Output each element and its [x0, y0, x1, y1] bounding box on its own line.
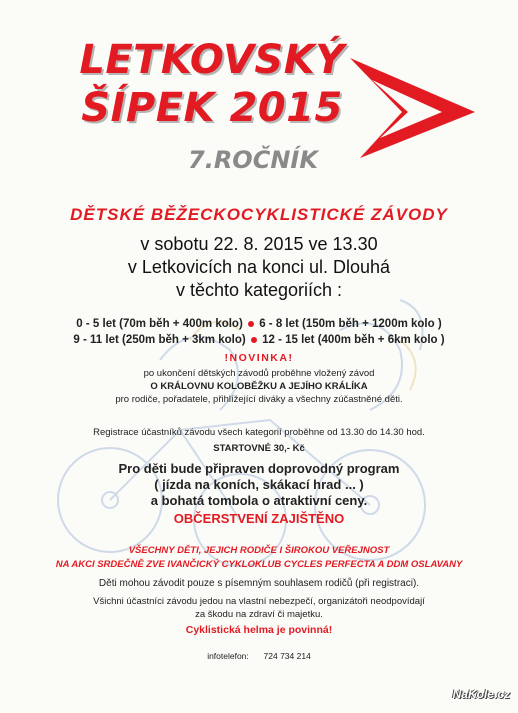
program-line-1: Pro děti bude připraven doprovodný program: [118, 461, 400, 476]
title-line-1: LETKOVSKÝ: [79, 37, 345, 83]
risk-line-2: za škodu na zdraví či majetku.: [195, 609, 323, 620]
event-title: [62, 36, 362, 132]
registration-text: Registrace účastníků závodu všech kategorií proběhne od 13.30 do 14.30 hod.: [93, 427, 425, 438]
category-4: 12 - 15 let (400m běh + 6km kolo ): [262, 334, 445, 346]
info-phone: 724 734 214: [263, 651, 311, 661]
consent-note: Děti mohou závodit pouze s písemným souhlasem rodičů (při registraci).: [98, 578, 420, 589]
helmet-notice: Cyklistická helma je povinná!: [185, 624, 333, 636]
categories-row-1: [0, 318, 518, 330]
program-line-3: a bohatá tombola o atraktivní ceny.: [150, 493, 368, 508]
novinka-label: !NOVINKA!: [224, 352, 294, 364]
category-3: 9 - 11 let (250m běh + 3km kolo): [73, 334, 246, 346]
program-line-2: ( jízda na koních, skákací hrad ... ): [154, 477, 364, 492]
novinka-line-2: O KRÁLOVNU KOLOBĚŽKU A JEJÍHO KRÁLÍKA: [150, 381, 368, 392]
event-subtitle: DĚTSKÉ BĚŽECKOCYKLISTICKÉ ZÁVODY: [70, 205, 448, 224]
title-line-2: ŠÍPEK 2015: [81, 85, 343, 131]
novinka-line-3: pro rodiče, pořadatele, přihlížející diváky a všechny zúčastněné děti.: [115, 394, 403, 405]
category-2: 6 - 8 let (150m běh + 1200m kolo ): [259, 318, 442, 330]
arrow-logo: [330, 50, 480, 165]
place-line: v Letkovicích na konci ul. Dlouhá: [127, 257, 391, 277]
risk-line-1: Všichni účastníci závodu jedou na vlastní nebezpečí, organizátoři neodpovídají: [93, 596, 425, 607]
entry-fee: STARTOVNÉ 30,- Kč: [213, 443, 305, 454]
invite-line-2: NA AKCI SRDEČNĚ ZVE IVANČICKÝ CYKLOKLUB CYCLES PERFECTA A DDM OSLAVANY: [55, 559, 463, 570]
date-line: v sobotu 22. 8. 2015 ve 13.30: [140, 234, 378, 254]
novinka-line-1: po ukončení dětských závodů proběhne vložený závod: [143, 368, 375, 379]
categories-intro: v těchto kategoriích :: [175, 280, 343, 300]
refreshment-note: OBČERSTVENÍ ZAJIŠTĚNO: [173, 511, 345, 526]
bullet-dot-icon: [248, 321, 254, 327]
category-1: 0 - 5 let (70m běh + 400m kolo): [76, 318, 243, 330]
categories-row-2: [0, 334, 518, 346]
watermark-logo: NaKole.cz: [452, 687, 510, 701]
info-label: infotelefon:: [207, 651, 249, 661]
edition-label: 7.ROČNÍK: [188, 146, 318, 174]
invite-line-1: VŠECHNY DĚTI, JEJICH RODIČE I ŠIROKOU VEŘEJNOST: [128, 545, 390, 556]
bullet-dot-icon: [251, 337, 257, 343]
info-phone-line: [0, 651, 518, 661]
